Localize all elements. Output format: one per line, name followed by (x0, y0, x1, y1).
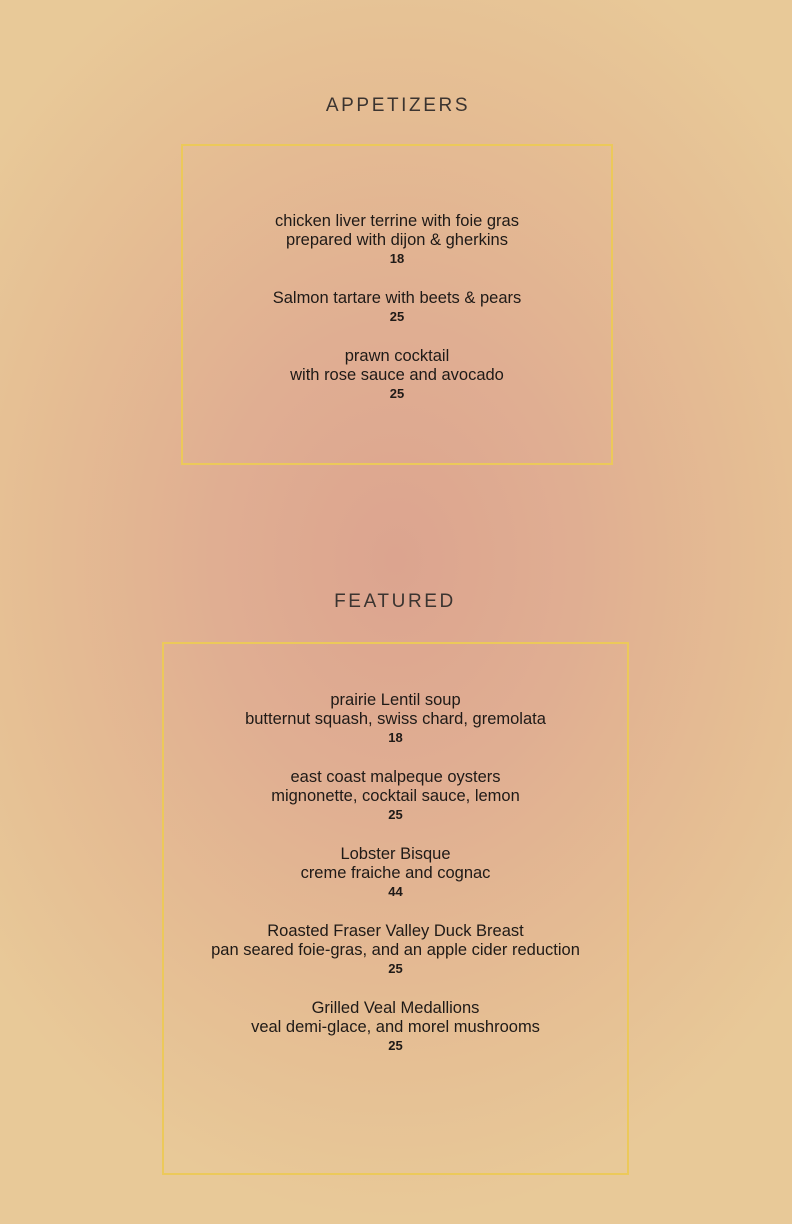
appetizers-heading: APPETIZERS (325, 95, 471, 116)
item-name: Grilled Veal Medallions (311, 999, 480, 1017)
item-name: Roasted Fraser Valley Duck Breast (267, 922, 524, 940)
menu-item (164, 768, 627, 824)
item-price: 25 (389, 309, 405, 324)
menu-item (164, 845, 627, 901)
item-price: 44 (388, 884, 403, 899)
item-price: 25 (388, 807, 403, 822)
item-description: veal demi-glace, and morel mushrooms (251, 1018, 540, 1036)
menu-item (183, 212, 611, 268)
featured-list (164, 691, 627, 1076)
item-name: east coast malpeque oysters (290, 768, 501, 786)
item-description: with rose sauce and avocado (290, 366, 504, 384)
item-description: mignonette, cocktail sauce, lemon (271, 787, 520, 805)
item-name: chicken liver terrine with foie gras (275, 212, 519, 230)
item-description: pan seared foie-gras, and an apple cider reduction (211, 941, 580, 959)
item-price: 18 (388, 730, 403, 745)
item-description: creme fraiche and cognac (300, 864, 491, 882)
item-name: Salmon tartare with beets & pears (272, 289, 522, 307)
item-description: prepared with dijon & gherkins (286, 231, 508, 249)
menu-item (164, 922, 627, 978)
item-price: 25 (388, 961, 403, 976)
item-price: 25 (389, 386, 405, 401)
item-price: 18 (389, 251, 405, 266)
appetizers-list (183, 212, 611, 424)
appetizers-frame (181, 144, 613, 465)
menu-item (164, 691, 627, 747)
item-price: 25 (388, 1038, 403, 1053)
item-name: prairie Lentil soup (330, 691, 461, 709)
featured-heading: FEATURED (334, 591, 456, 612)
item-name: Lobster Bisque (340, 845, 451, 863)
menu-item (183, 347, 611, 403)
featured-frame (162, 642, 629, 1175)
item-description: butternut squash, swiss chard, gremolata (245, 710, 546, 728)
menu-item (183, 289, 611, 326)
item-name: prawn cocktail (344, 347, 450, 365)
menu-item (164, 999, 627, 1055)
